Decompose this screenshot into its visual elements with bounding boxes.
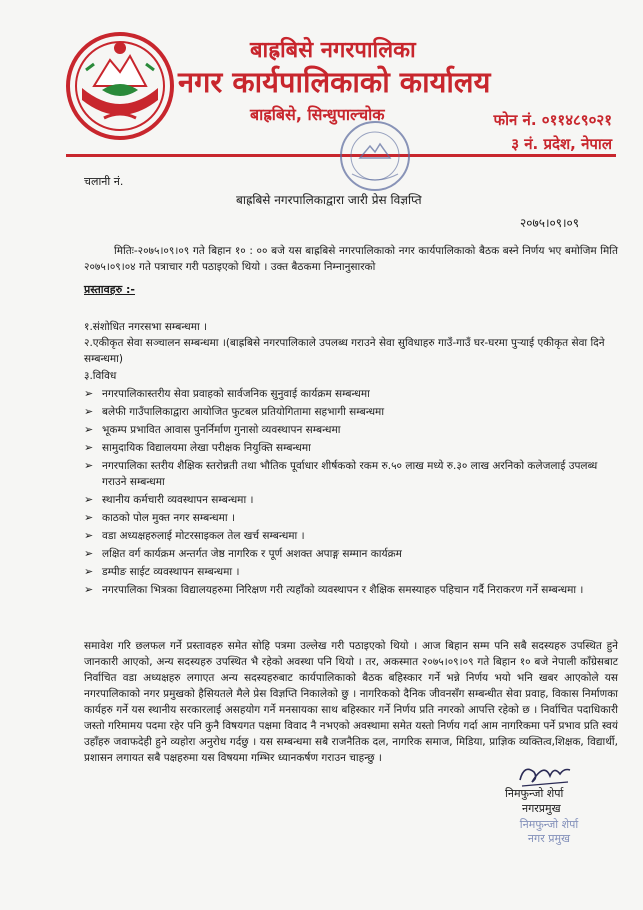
list-item-text: स्थानीय कर्मचारी व्यवस्थापन सम्बन्धमा । xyxy=(102,494,254,506)
list-item-text: भूकम्प प्रभावित आवास पुनर्निर्माण गुनासो व्यवस्थापन सम्बन्धमा xyxy=(102,424,341,436)
municipality-name: बाह्रबिसे नगरपालिका xyxy=(250,38,416,63)
dispatch-number-label: चलानी नं. xyxy=(84,175,124,188)
list-item-text: बलेफी गाउँपालिकाद्वारा आयोजित फुटबल प्रतियोगितामा सहभागी सम्बन्धमा xyxy=(102,406,385,418)
stamp-title: नगर प्रमुख xyxy=(527,832,571,845)
proposal-item-3: ३.विविध xyxy=(84,370,117,382)
arrow-bullet-icon: ➢ xyxy=(84,547,94,560)
document-subject: बाह्रबिसे नगरपालिकाद्वारा जारी प्रेस विज्ञप्ति xyxy=(236,193,422,207)
arrow-bullet-icon: ➢ xyxy=(84,459,94,472)
list-item xyxy=(84,404,618,420)
list-item-text: सामुदायिक विद्यालयमा लेखा परीक्षक नियुक्ति सम्बन्धमा xyxy=(102,442,311,454)
arrow-bullet-icon: ➢ xyxy=(84,565,94,578)
intro-paragraph: मितिः-२०७५।०९।०९ गते बिहान १० : ०० बजे यस बाह्रबिसे नगरपालिकाको नगर कार्यपालिकाको बैठक बस्ने निर्णय भए बमोजिम मिति २०७५।०९।०४ गते पत्राचार गरी पठाइएको थियो । उक्त बैठकमा निम्नानुसारको xyxy=(84,245,618,273)
office-location: बाह्रबिसे, सिन्धुपाल्चोक xyxy=(250,105,385,124)
province-address: ३ नं. प्रदेश, नेपाल xyxy=(511,135,612,153)
proposal-item-1: १.संशोधित नगरसभा सम्बन्धमा । xyxy=(84,321,208,333)
list-item-text: काठको पोल मुक्त नगर सम्बन्धमा । xyxy=(102,512,235,524)
list-item xyxy=(84,510,618,526)
list-item-text: वडा अध्यक्षहरुलाई मोटरसाइकल तेल खर्च सम्बन्धमा । xyxy=(102,530,305,542)
list-item xyxy=(84,546,618,562)
arrow-bullet-icon: ➢ xyxy=(84,441,94,454)
list-item xyxy=(84,582,618,598)
miscellaneous-list xyxy=(84,386,618,600)
list-item xyxy=(84,422,618,438)
list-item xyxy=(84,528,618,544)
signatory-title: नगरप्रमुख xyxy=(522,802,561,815)
signatory-name: निमफुन्जो शेर्पा xyxy=(505,787,564,800)
arrow-bullet-icon: ➢ xyxy=(84,405,94,418)
list-item xyxy=(84,440,618,456)
arrow-bullet-icon: ➢ xyxy=(84,583,94,596)
proposal-item-2: २.एकीकृत सेवा सञ्चालन सम्बन्धमा ।(बाह्रबिसे नगरपालिकाले उपलब्ध गराउने सेवा सुविधाहरु गाउँ-गाउँ घर-घरमा पुऱ्याई एकीकृत सेवा दिने सम्बन्धमा) xyxy=(84,337,605,365)
arrow-bullet-icon: ➢ xyxy=(84,493,94,506)
list-item xyxy=(84,564,618,580)
list-item xyxy=(84,492,618,508)
stamp-name: निमफुन्जो शेर्पा xyxy=(519,818,579,831)
list-item xyxy=(84,458,618,490)
list-item-text: लक्षित वर्ग कार्यक्रम अन्तर्गत जेष्ठ नागरिक र पूर्ण अशक्त अपाङ्ग सम्मान कार्यक्रम xyxy=(102,548,402,560)
closing-paragraph: समावेश गरि छलफल गर्ने प्रस्तावहरु समेत सोहि पत्रमा उल्लेख गरी पठाइएको थियो । आज बिहान सम्म पनि सबै सदस्यहरु उपस्थित हुने जानकारी आएको, अन्य सदस्यहरु उपस्थित भै रहेको अवस्था पनि थियो । तर, अकस्मात २०७५।०९।०९ गते बिहान १० बजे नेपाली काँग्रेसबाट निर्वाचित वडा अध्यक्षहरु लगाएत अन्य सदस्यहरुबाट कार्यपालिकाको बैठक बहिस्कार गर्ने भन्ने निर्णय भयो भनि खबर आएकोले यस नगरपालिकाको नगर प्रमुखको हैसियतले मैले प्रेस विज्ञप्ति निकालेको छु । नागरिकको दैनिक जीवनसँग सम्बन्धीत सेवा प्रवाह, विकास निर्माणका कार्यहरु गर्ने यस स्थानीय सरकारलाई असहयोग गर्ने मनसायका साथ बहिस्कार गर्ने निर्णय प्रति नगरको आपत्ति रहेको छ । निर्वाचित पदाधिकारी जस्तो गरिमामय पदमा रहेर पनि कुनै विषयगत पक्षमा विवाद नै नभएको अवस्थामा समेत यस्तो निर्णय गर्दा आम नागरिकमा पर्ने प्रभाव प्रति स्वयं उहाँहरु जवाफदेही हुने व्यहोरा अनुरोध गर्दछु । यस सम्बन्धमा सबै राजनैतिक दल, नागरिक समाज, मिडिया, प्राज्ञिक व्यक्तित्व,शिक्षक, विद्यार्थी, प्रशासन लगायत सबै पक्षहरुमा यस विषयमा गम्भिर ध्यानकर्षण गराउन चाहन्छु । xyxy=(84,640,618,764)
list-item-text: नगरपालिका भित्रका विद्यालयहरुमा निरिक्षण गरी त्यहाँको व्यवस्थापन र शैक्षिक समस्याहरु पहिचान गर्दै निराकरण गर्ने सम्बन्धमा । xyxy=(102,584,584,596)
arrow-bullet-icon: ➢ xyxy=(84,423,94,436)
arrow-bullet-icon: ➢ xyxy=(84,529,94,542)
office-seal-icon xyxy=(330,116,420,196)
proposals-heading: प्रस्तावहरु :- xyxy=(84,283,135,296)
office-name: नगर कार्यपालिकाको कार्यालय xyxy=(178,65,491,99)
arrow-bullet-icon: ➢ xyxy=(84,511,94,524)
document-date: २०७५।०९।०९ xyxy=(520,216,580,230)
list-item-text: नगरपालिका स्तरीय शैक्षिक स्तरोन्नती तथा भौतिक पूर्वाधार शीर्षकको रकम रु.५० लाख मध्ये रु.३० लाख अरनिको कलेजलाई उपलब्ध गराउने सम्बन्धमा xyxy=(102,460,598,488)
list-item-text: नगरपालिकास्तरीय सेवा प्रवाहको सार्वजनिक सुनुवाई कार्यक्रम सम्बन्धमा xyxy=(102,388,370,400)
list-item-text: डम्पीङ साईट व्यवस्थापन सम्बन्धमा । xyxy=(102,566,240,578)
name-stamp xyxy=(508,818,590,848)
phone-number: फोन नं. ०११४८९०२१ xyxy=(493,111,612,129)
arrow-bullet-icon: ➢ xyxy=(84,387,94,400)
nepal-emblem-icon xyxy=(64,30,176,142)
list-item xyxy=(84,386,618,402)
